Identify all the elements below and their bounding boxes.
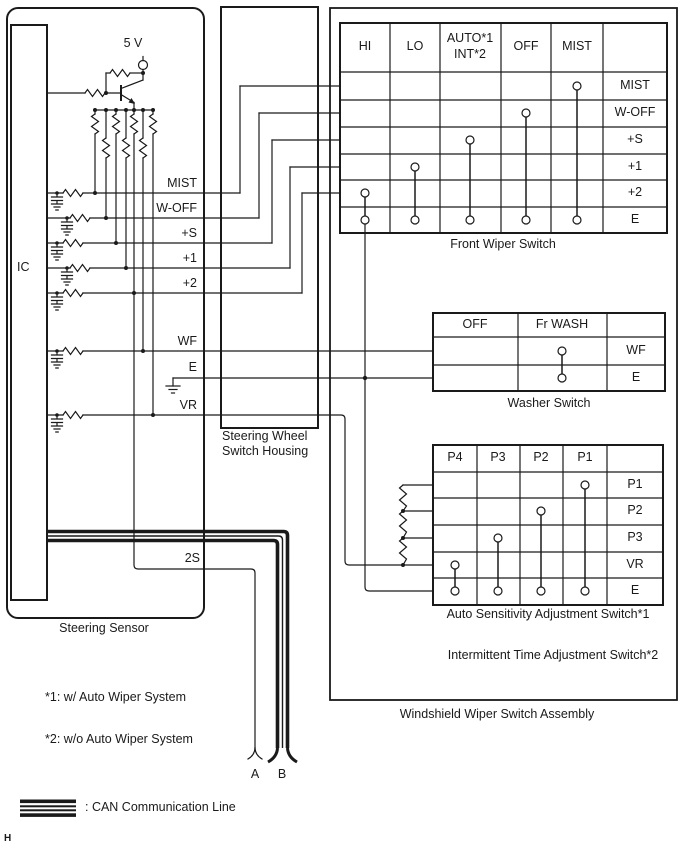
housing-caption-line1: Steering Wheel <box>222 429 308 443</box>
front-wiper-switch-caption: Front Wiper Switch <box>450 237 556 251</box>
intermittent-caption: Intermittent Time Adjustment Switch*2 <box>447 648 659 662</box>
steering-sensor-box <box>7 8 204 618</box>
fws-row-plus-2: +2 <box>627 185 643 199</box>
resistor-ladder <box>400 485 434 565</box>
resistor <box>47 90 121 97</box>
as-row-vr: VR <box>626 557 644 571</box>
can-communication-line <box>47 532 297 763</box>
fws-col-mist: MIST <box>562 39 592 53</box>
as-row-p1: P1 <box>627 477 643 491</box>
connector-a-label: A <box>250 767 260 781</box>
auto-sensitivity-table <box>433 445 663 605</box>
fws-col-lo: LO <box>406 39 424 53</box>
switch-contacts <box>365 86 577 220</box>
resistor <box>106 70 143 94</box>
fws-row-e: E <box>630 212 640 226</box>
as-col-p2: P2 <box>533 450 549 464</box>
signal-label-mist: MIST <box>167 176 197 190</box>
signal-label-2s: 2S <box>184 551 200 565</box>
signal-line-wf <box>47 348 433 355</box>
washer-switch-caption: Washer Switch <box>507 396 591 410</box>
fws-col-int: INT*2 <box>454 47 486 61</box>
fws-row-mist: MIST <box>620 78 650 92</box>
fws-col-hi: HI <box>358 39 372 53</box>
ws-col-off: OFF <box>462 317 488 331</box>
as-col-p1: P1 <box>577 450 593 464</box>
signal-label-vr: VR <box>179 398 197 412</box>
can-legend-symbol <box>20 800 76 817</box>
fws-row-plus-1: +1 <box>627 159 643 173</box>
as-row-p3: P3 <box>627 530 643 544</box>
as-col-p4: P4 <box>447 450 463 464</box>
ic-label: IC <box>17 260 30 274</box>
connector-a-flare <box>248 748 262 759</box>
footnote-1: *1: w/ Auto Wiper System <box>45 690 187 704</box>
signal-label-e: E <box>188 360 197 374</box>
transistor <box>121 80 143 110</box>
signal-label-plus-s: +S <box>181 226 197 240</box>
contact-circles <box>361 82 581 224</box>
auto-sensitivity-caption: Auto Sensitivity Adjustment Switch*1 <box>446 607 650 621</box>
ws-row-wf: WF <box>626 343 646 357</box>
ground-icon <box>166 378 180 393</box>
signal-label-plus-1: +1 <box>182 251 197 265</box>
as-row-p2: P2 <box>627 503 643 517</box>
front-wiper-switch-table <box>340 23 667 233</box>
connector-b-label: B <box>277 767 287 781</box>
as-col-p3: P3 <box>490 450 506 464</box>
assembly-caption: Windshield Wiper Switch Assembly <box>399 707 595 721</box>
fws-row-w-off: W-OFF <box>614 105 656 119</box>
steering-sensor-caption: Steering Sensor <box>59 621 149 635</box>
can-legend-label: : CAN Communication Line <box>85 800 236 814</box>
capacitor-ground-icons <box>52 193 73 432</box>
power-source-icon <box>139 57 148 81</box>
ws-row-e: E <box>631 370 641 384</box>
ws-col-fr-wash: Fr WASH <box>535 317 589 331</box>
as-row-e: E <box>630 583 640 597</box>
ic-box <box>11 25 47 600</box>
fws-row-plus-s: +S <box>627 132 643 146</box>
fws-col-off: OFF <box>513 39 539 53</box>
footnote-2: *2: w/o Auto Wiper System <box>45 732 193 746</box>
supply-voltage-label: 5 V <box>123 36 143 50</box>
signal-label-plus-2: +2 <box>182 276 197 290</box>
fws-col-auto: AUTO*1 <box>446 31 494 45</box>
page-mark: H <box>4 833 12 844</box>
signal-label-w-off: W-OFF <box>156 201 197 215</box>
signal-label-wf: WF <box>177 334 197 348</box>
junction-dots <box>55 71 405 567</box>
housing-caption-line2: Switch Housing <box>222 444 309 458</box>
